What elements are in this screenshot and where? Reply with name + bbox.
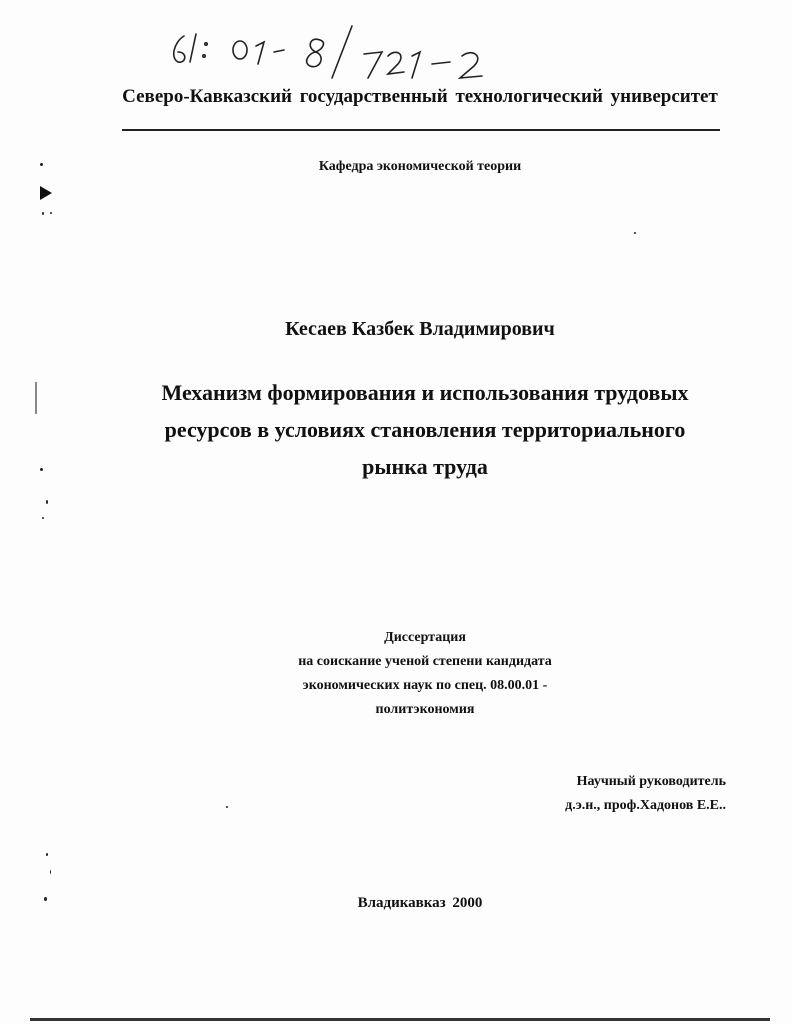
scan-artifact-arrow — [40, 186, 52, 200]
scan-speck — [226, 806, 228, 808]
scan-speck — [40, 163, 43, 166]
scan-speck — [40, 468, 43, 471]
dissertation-title — [110, 374, 740, 485]
scan-speck — [634, 232, 636, 234]
city-year: Владикавказ 2000 — [357, 895, 483, 911]
scan-speck — [46, 853, 48, 856]
supervisor-role: Научный руководитель — [576, 774, 726, 789]
scan-speck — [42, 517, 44, 519]
scan-speck — [44, 897, 47, 901]
dissertation-line: политэкономия — [375, 702, 475, 717]
dissertation-line: на соискание ученой степени кандидата — [298, 654, 552, 669]
university-name: Северо-Кавказский государственный технологический университет — [122, 86, 718, 107]
scan-speck — [50, 870, 51, 874]
dissertation-line: экономических наук по спец. 08.00.01 - — [302, 678, 548, 693]
title-line: Механизм формирования и использования трудовых — [161, 380, 689, 405]
scan-artifact-binding-line — [35, 382, 37, 414]
scan-speck — [50, 212, 52, 214]
department-name: Кафедра экономической теории — [318, 159, 522, 174]
header-divider — [122, 129, 720, 131]
handwritten-reference-number — [160, 18, 520, 88]
scan-speck — [42, 212, 44, 215]
title-line: рынка труда — [362, 454, 488, 479]
supervisor-name: д.э.н., проф.Хадонов Е.Е.. — [565, 798, 726, 813]
title-line: ресурсов в условиях становления территориального — [164, 417, 686, 442]
author-name: Кесаев Казбек Владимирович — [285, 318, 555, 340]
scan-speck — [46, 500, 48, 504]
handwritten-reference-drawing — [160, 18, 520, 88]
dissertation-line: Диссертация — [384, 630, 466, 645]
scan-bottom-edge — [30, 1018, 770, 1021]
supervisor-block — [420, 770, 726, 818]
dissertation-description — [220, 626, 630, 722]
